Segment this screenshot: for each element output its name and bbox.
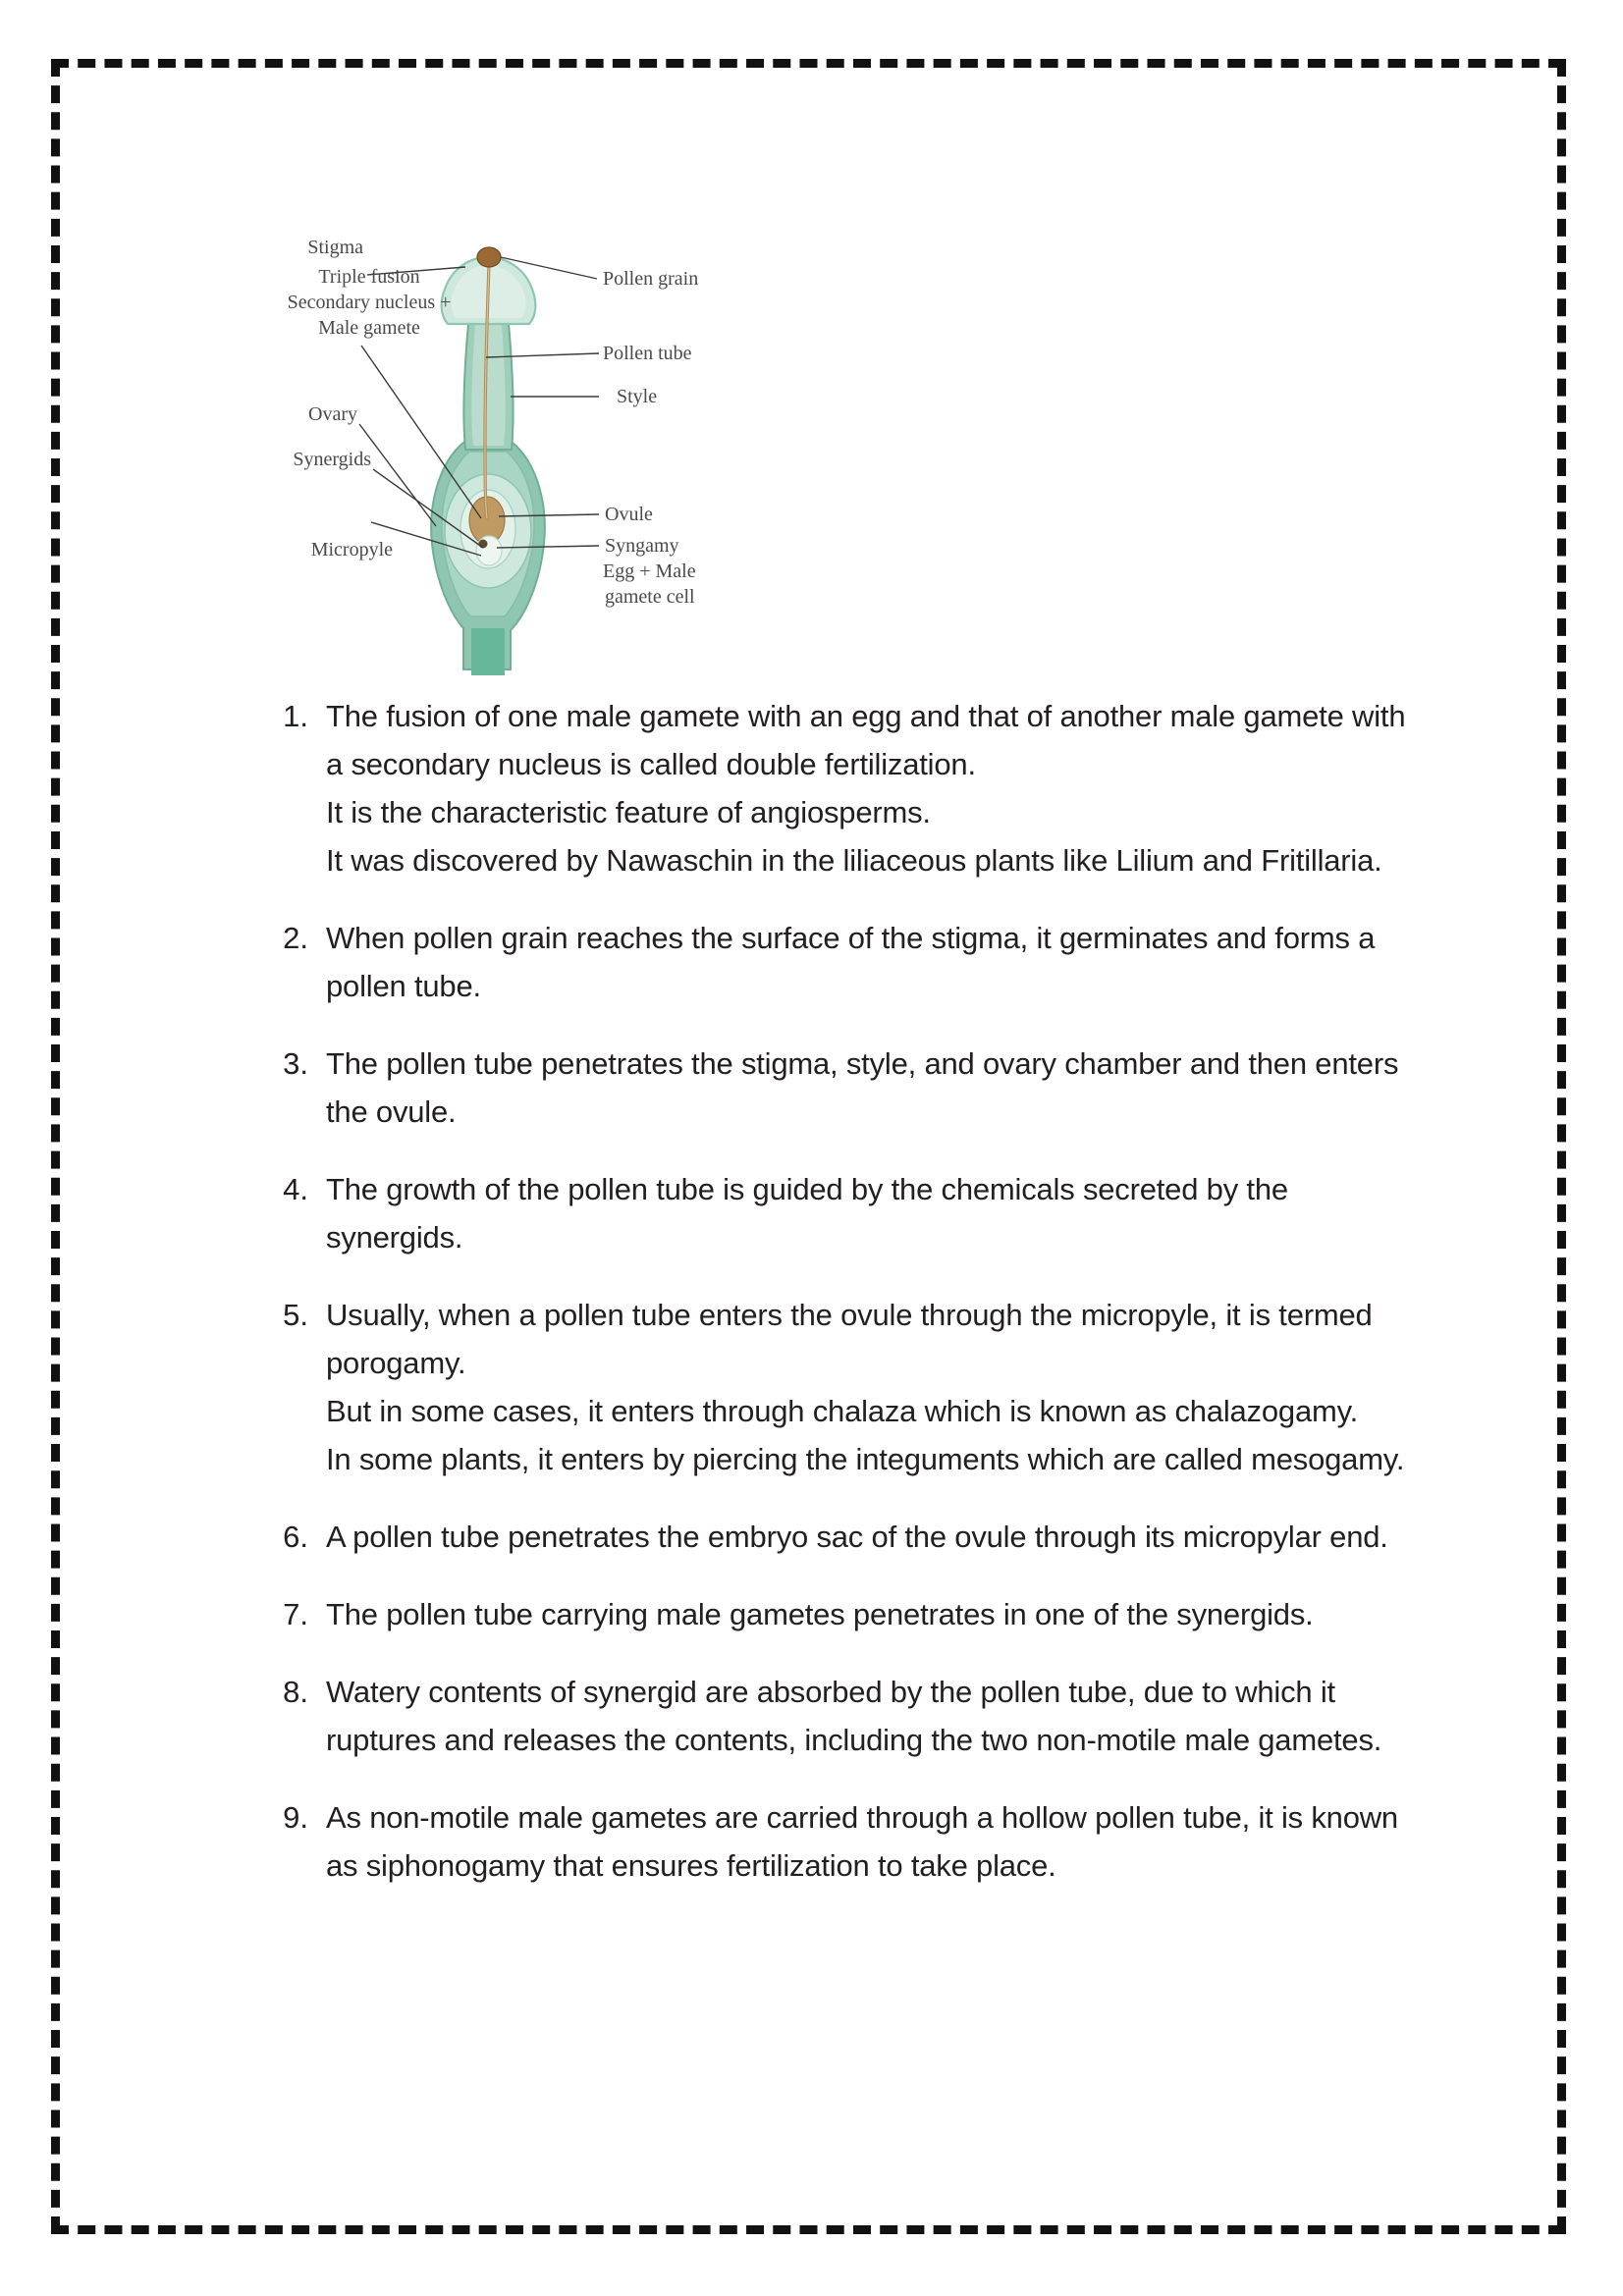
pollen-grain-shape xyxy=(477,247,501,267)
double-fertilization-svg xyxy=(253,232,852,683)
figure-label-style: Style xyxy=(617,386,658,407)
note-item xyxy=(257,1590,1416,1638)
note-body xyxy=(326,1040,1416,1136)
figure-label-male-gamete: Male gamete xyxy=(318,317,420,339)
note-line: It was discovered by Nawaschin in the liliaceous plants like Lilium and Fritillaria. xyxy=(326,843,1382,878)
note-number: 6. xyxy=(283,1520,308,1554)
note-number: 9. xyxy=(283,1800,308,1835)
figure-label-ovule: Ovule xyxy=(605,504,653,525)
note-body xyxy=(326,1793,1416,1890)
note-number: 5. xyxy=(283,1298,308,1332)
note-body xyxy=(326,914,1416,1010)
note-body xyxy=(326,1165,1416,1261)
note-item xyxy=(257,1668,1416,1764)
note-item xyxy=(257,692,1416,884)
note-number: 4. xyxy=(283,1172,308,1206)
figure-label-syngamy: Syngamy xyxy=(605,535,679,557)
numbered-notes-list xyxy=(257,692,1416,1919)
figure-label-pollen-grain: Pollen grain xyxy=(603,268,699,290)
note-item xyxy=(257,1291,1416,1483)
note-line: A pollen tube penetrates the embryo sac of the ovule through its micropylar end. xyxy=(326,1520,1388,1554)
note-body xyxy=(326,1291,1416,1483)
double-fertilization-figure xyxy=(253,232,852,683)
figure-label-triple-fusion: Triple fusion xyxy=(318,266,420,288)
note-line: Watery contents of synergid are absorbed by the pollen tube, due to which it ruptures and releases the contents, including the two non-motile male gametes. xyxy=(326,1675,1382,1757)
note-item xyxy=(257,1793,1416,1890)
note-body xyxy=(326,1513,1416,1561)
note-item xyxy=(257,1513,1416,1561)
note-line: The pollen tube carrying male gametes penetrates in one of the synergids. xyxy=(326,1597,1314,1631)
note-body xyxy=(326,1668,1416,1764)
note-line: But in some cases, it enters through chalaza which is known as chalazogamy. xyxy=(326,1394,1359,1428)
note-line: Usually, when a pollen tube enters the ovule through the micropyle, it is termed porogamy. xyxy=(326,1298,1373,1380)
figure-label-stigma: Stigma xyxy=(307,237,363,258)
note-item xyxy=(257,1040,1416,1136)
figure-label-secondary-nucleus: Secondary nucleus + xyxy=(287,292,452,313)
figure-label-gamete-cell: gamete cell xyxy=(605,586,695,608)
note-item xyxy=(257,914,1416,1010)
note-number: 3. xyxy=(283,1046,308,1081)
note-item xyxy=(257,1165,1416,1261)
note-number: 7. xyxy=(283,1597,308,1631)
figure-label-ovary: Ovary xyxy=(308,403,357,425)
figure-label-synergids: Synergids xyxy=(293,449,371,470)
note-number: 8. xyxy=(283,1675,308,1709)
note-body xyxy=(326,692,1416,884)
figure-label-egg-male: Egg + Male xyxy=(603,561,696,582)
note-number: 2. xyxy=(283,921,308,955)
note-line: When pollen grain reaches the surface of the stigma, it germinates and forms a pollen tube. xyxy=(326,921,1376,1003)
note-line: In some plants, it enters by piercing the integuments which are called mesogamy. xyxy=(326,1442,1405,1476)
note-number: 1. xyxy=(283,699,308,733)
note-line: The growth of the pollen tube is guided by the chemicals secreted by the synergids. xyxy=(326,1172,1288,1255)
note-line: As non-motile male gametes are carried through a hollow pollen tube, it is known as siphonogamy that ensures fertilization to take place. xyxy=(326,1800,1398,1883)
note-line: The pollen tube penetrates the stigma, style, and ovary chamber and then enters the ovule. xyxy=(326,1046,1399,1129)
figure-label-pollen-tube: Pollen tube xyxy=(603,343,692,364)
note-body xyxy=(326,1590,1416,1638)
note-line: The fusion of one male gamete with an egg and that of another male gamete with a secondary nucleus is called double fertilization. xyxy=(326,699,1406,781)
figure-label-micropyle: Micropyle xyxy=(310,539,393,561)
note-line: It is the characteristic feature of angiosperms. xyxy=(326,795,931,829)
